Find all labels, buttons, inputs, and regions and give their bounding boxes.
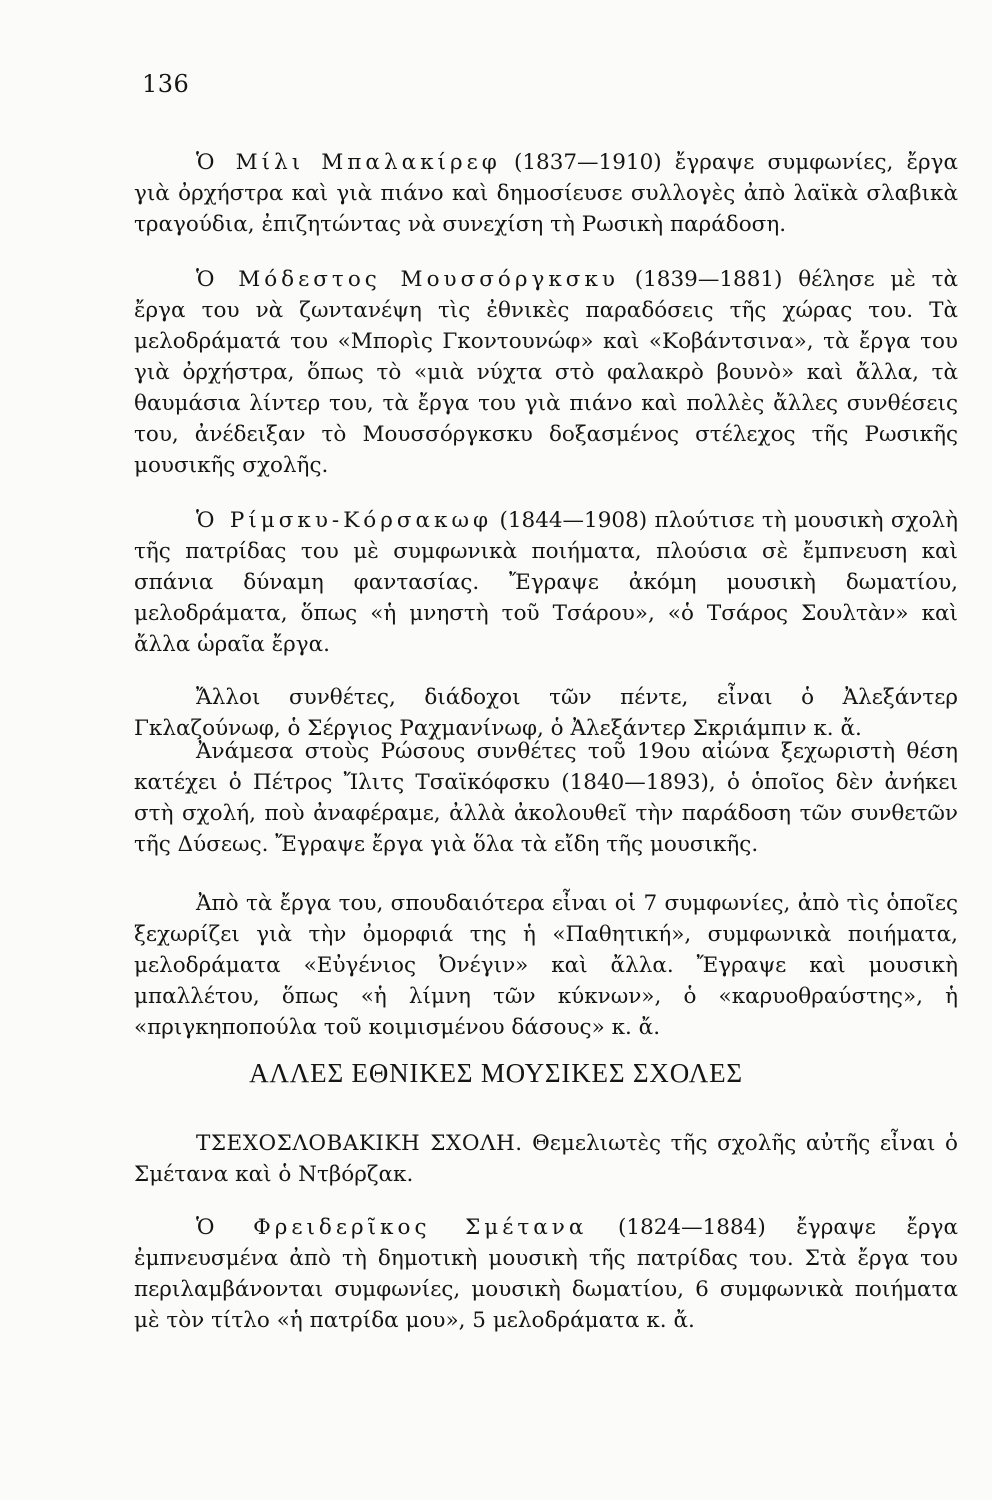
composer-name: Ὁ Φρειδερῖκος Σμέτανα bbox=[196, 1215, 588, 1240]
composer-name: Ὁ Μίλι Μπαλακίρεφ bbox=[196, 150, 501, 175]
paragraph-mussorgsky bbox=[134, 264, 958, 481]
composer-name: Ὁ Ρίμσκυ-Κόρσακωφ bbox=[196, 508, 493, 533]
paragraph-text: (1844—1908) πλούτισε τὴ μουσικὴ σχολὴ τῆς πατρίδας του μὲ συμφωνικὰ ποιήματα, πλούσια σὲ ἔμπνευση καὶ σπάνια δύναμη φαντασίας. Ἔγραψε ἀκόμη μουσικὴ δωματίου, μελοδράματα, ὅπως «ἡ μνηστὴ τοῦ Τσάρου», «ὁ Τσάρος Σουλτὰν» καὶ ἄλλα ὡραῖα ἔργα. bbox=[134, 508, 958, 657]
subsection-title: ΤΣΕΧΟΣΛΟΒΑΚΙΚΗ ΣΧΟΛΗ. bbox=[196, 1131, 523, 1156]
composer-name: Ὁ Μόδεστος Μουσσόργκσκυ bbox=[196, 267, 619, 292]
paragraph-text: Ἄλλοι συνθέτες, διάδοχοι τῶν πέντε, εἶναι ὁ Ἀλεξάντερ Γκλαζούνωφ, ὁ Σέργιος Ραχμανίνωφ, ὁ Ἀλεξάντερ Σκριάμπιν κ. ἄ. bbox=[134, 685, 958, 741]
page-number: 136 bbox=[142, 70, 190, 98]
paragraph-text: Ἀνάμεσα στοὺς Ρώσους συνθέτες τοῦ 19ου αἰώνα ξεχωριστὴ θέση κατέχει ὁ Πέτρος Ἴλιτς Τσαϊκόφσκυ (1840—1893), ὁ ὁποῖος δὲν ἀνήκει στὴ σχολή, ποὺ ἀναφέραμε, ἀλλὰ ἀκολουθεῖ τὴν παράδοση τῶν συνθετῶν τῆς Δύσεως. Ἔγραψε ἔργα γιὰ ὅλα τὰ εἴδη τῆς μουσικῆς. bbox=[134, 739, 958, 857]
paragraph-text: (1824—1884) ἔγραψε ἔργα ἐμπνευσμένα ἀπὸ τὴ δημοτικὴ μουσικὴ τῆς πατρίδας του. Στὰ ἔργα του περιλαμβάνονται συμφωνίες, μουσικὴ δωματίου, 6 συμφωνικὰ ποιήματα μὲ τὸν τίτλο «ἡ πατρίδα μου», 5 μελοδράματα κ. ἄ. bbox=[134, 1215, 958, 1333]
paragraph-balakirev bbox=[134, 147, 958, 240]
section-heading: ΑΛΛΕΣ ΕΘΝΙΚΕΣ ΜΟΥΣΙΚΕΣ ΣΧΟΛΕΣ bbox=[249, 1058, 743, 1088]
subsection-text: Θεμελιωτὲς τῆς σχολῆς αὐτῆς εἶναι ὁ Σμέτανα καὶ ὁ Ντβόρζακ. bbox=[134, 1131, 958, 1187]
subsection-czech-school bbox=[134, 1128, 958, 1190]
paragraph-tchaikovsky bbox=[134, 736, 958, 860]
paragraph-tchaikovsky-works bbox=[134, 888, 958, 1043]
paragraph-other-composers bbox=[134, 682, 958, 744]
paragraph-text: (1837—1910) ἔγραψε συμφωνίες, ἔργα γιὰ ὀρχήστρα καὶ γιὰ πιάνο καὶ δημοσίευσε συλλογὲς ἀπὸ λαϊκὰ σλαβικὰ τραγούδια, ἐπιζητώντας νὰ συνεχίση τὴ Ρωσικὴ παράδοση. bbox=[134, 150, 959, 237]
paragraph-text: Ἀπὸ τὰ ἔργα του, σπουδαιότερα εἶναι οἱ 7 συμφωνίες, ἀπὸ τὶς ὁποῖες ξεχωρίζει γιὰ τὴν ὀμορφιά της ἡ «Παθητική», συμφωνικὰ ποιήματα, μελοδράματα «Εὐγένιος Ὀνέγιν» καὶ ἄλλα. Ἔγραψε καὶ μουσικὴ μπαλλέτου, ὅπως «ἡ λίμνη τῶν κύκνων», ὁ «καρυοθραύστης», ἡ «πριγκηποπούλα τοῦ κοιμισμένου δάσους» κ. ἄ. bbox=[134, 891, 958, 1040]
paragraph-text: (1839—1881) θέλησε μὲ τὰ ἔργα του νὰ ζωντανέψη τὶς ἐθνικὲς παραδόσεις τῆς χώρας του. Τὰ μελοδράματά του «Μπορὶς Γκοντουνώφ» καὶ «Κοβάντσινα», τὰ ἔργα του γιὰ ὀρχήστρα, ὅπως τὸ «μιὰ νύχτα στὸ φαλακρὸ βουνὸ» καὶ ἄλλα, τὰ θαυμάσια λίντερ του, τὰ ἔργα του γιὰ πιάνο καὶ πολλὲς ἄλλες συνθέσεις του, ἀνέδειξαν τὸ Μουσσόργκσκυ δοξασμένος στέλεχος τῆς Ρωσικῆς μουσικῆς σχολῆς. bbox=[134, 267, 958, 478]
paragraph-rimsky-korsakov bbox=[134, 505, 958, 660]
paragraph-smetana bbox=[134, 1212, 958, 1336]
